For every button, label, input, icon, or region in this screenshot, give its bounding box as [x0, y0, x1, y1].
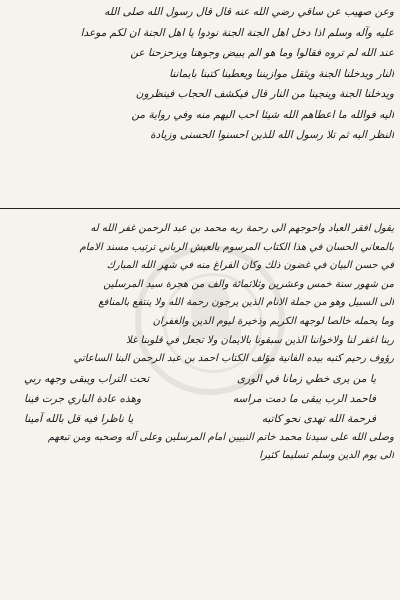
lower-line-2: بالمعاني الحسان في هذا الكتاب المرسوم بالعيش الرباني ترتيب مسند الامام [79, 241, 394, 253]
verse-1-second-hemistich: تحت التراب ويبقى وجهه ربي [24, 372, 150, 385]
upper-line-1: وعن صهيب عن ساقي رضي الله عنه قال قال رسول الله صلى الله [104, 6, 394, 18]
lower-line-8: رؤوف رحيم كتبه بيده الفانية مؤلف الكتاب احمد بن عبد الرحمن البنا الساعاتي [73, 353, 394, 365]
lower-line-4: من شهور سنة خمس وعشرين وثلاثمائة والف من هجرة سيد المرسلين [103, 278, 394, 290]
upper-line-4: النار ويدخلنا الجنة ويثقل موازيننا ويعطينا كتبنا بايماننا [169, 67, 394, 80]
upper-text-block [6, 2, 394, 202]
lower-line-5: الى السبيل وهو من جملة الانام الذين يرجون رحمة الله ولا ينتفع بالمنافع [98, 297, 394, 309]
lower-line-3: في حسن البيان في غضون ذلك وكان الفراغ منه في شهر الله المبارك [106, 260, 394, 272]
verse-3-second-hemistich: يا ناظرا فيه قل بالله آمينا [24, 412, 134, 425]
verse-row-1 [6, 369, 394, 389]
verse-3-first-hemistich: فرحمة الله تهدى نحو كاتبه [261, 412, 376, 425]
verse-row-2 [6, 389, 394, 409]
lower-line-7: ربنا اغفر لنا ولاخواننا الذين سبقونا بالايمان ولا تجعل في قلوبنا غلا [126, 334, 394, 346]
upper-line-3: عند الله لم تروه فقالوا وما هو الم يبيض وجوهنا ويزحزحنا عن [130, 47, 394, 59]
lower-text-block [6, 220, 394, 590]
closing-line-1: وصلى الله على سيدنا محمد خاتم النبيين امام المرسلين وعلى آله وصحبه ومن تبعهم [47, 431, 394, 443]
closing-line-2: الى يوم الدين وسلم تسليما كثيرا [259, 450, 394, 462]
verse-1-first-hemistich: يا من يرى خطي زمانا في الورى [236, 372, 376, 385]
upper-line-6: اليه فوالله ما اعطاهم الله شيئا احب اليهم منه وفي رواية من [131, 108, 394, 121]
upper-line-5: ويدخلنا الجنة وينجينا من النار قال فيكشف الحجاب فينظرون [135, 88, 394, 100]
section-divider [0, 208, 400, 209]
lower-line-6: وما يحمله خالصا لوجهه الكريم وذخيرة ليوم الدين والغفران [152, 315, 394, 327]
lower-line-1: يقول افقر العباد واحوجهم الى رحمة ربه محمد بن عبد الرحمن غفر الله له [90, 223, 394, 234]
verse-row-3 [6, 409, 394, 429]
verse-2-second-hemistich: وهذه عادة الباري جرت فينا [24, 392, 142, 405]
upper-line-2: عليه وآله وسلم اذا دخل اهل الجنة الجنة نودوا يا اهل الجنة ان لكم موعدا [80, 26, 394, 39]
verse-2-first-hemistich: فاحمد الرب يبقى ما دمت مراسه [232, 392, 376, 405]
upper-line-7: النظر اليه ثم تلا رسول الله للذين احسنوا الحسنى وزيادة [150, 129, 394, 141]
